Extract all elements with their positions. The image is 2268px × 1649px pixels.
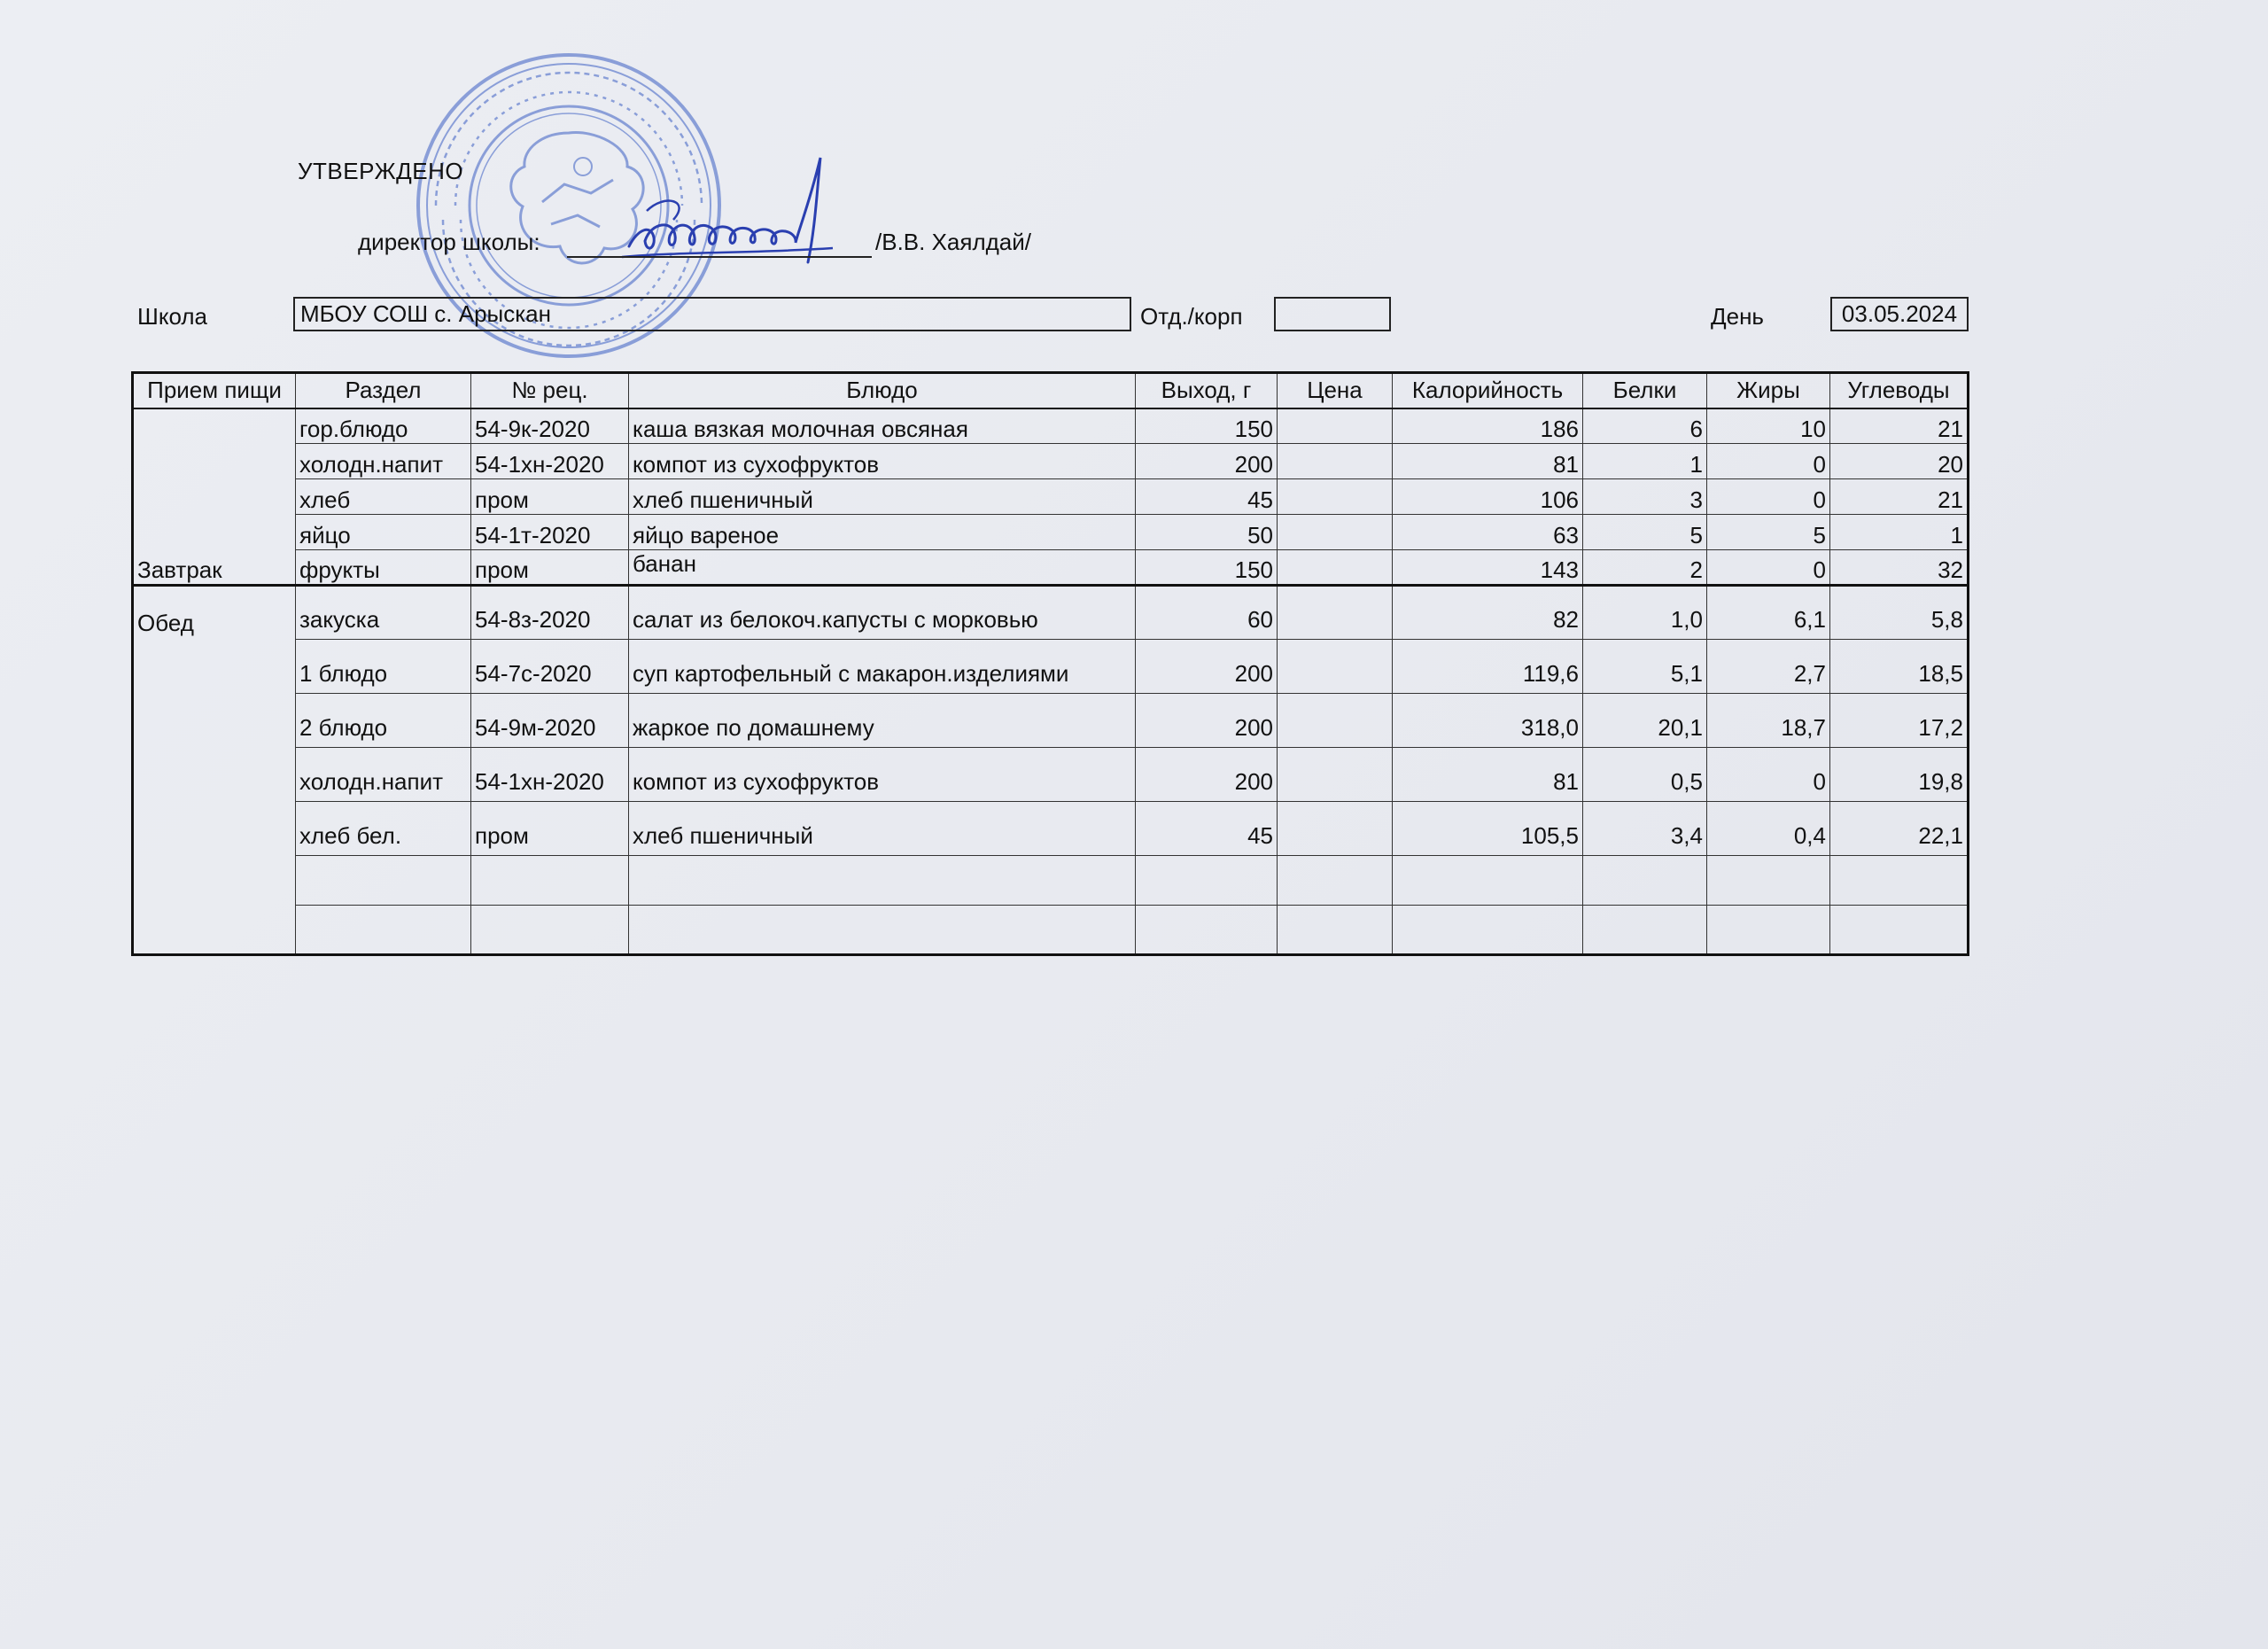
column-header: Углеводы [1830,373,1969,408]
table-cell [296,856,471,906]
table-cell: 63 [1393,515,1583,550]
table-cell: 0 [1707,748,1830,802]
table-cell: 54-1хн-2020 [471,748,629,802]
table-cell: 1 [1830,515,1969,550]
table-cell: 20,1 [1583,694,1707,748]
table-cell: 186 [1393,408,1583,444]
table-cell: 21 [1830,479,1969,515]
table-cell: 20 [1830,444,1969,479]
column-header: Жиры [1707,373,1830,408]
table-cell: 5,1 [1583,640,1707,694]
column-header: Выход, г [1136,373,1278,408]
table-cell: 5 [1707,515,1830,550]
table-cell: пром [471,550,629,586]
table-cell: 0 [1707,444,1830,479]
table-cell [1278,444,1393,479]
table-cell: 0,5 [1583,748,1707,802]
table-cell: 32 [1830,550,1969,586]
table-cell: фрукты [296,550,471,586]
table-cell: 2 блюдо [296,694,471,748]
table-cell [1278,906,1393,955]
table-cell: 6,1 [1707,586,1830,640]
column-header: Прием пищи [133,373,296,408]
table-cell [1583,906,1707,955]
table-cell: 6 [1583,408,1707,444]
table-row [133,640,1969,694]
table-cell: компот из сухофруктов [629,444,1136,479]
director-signature [611,149,913,291]
table-cell: 54-8з-2020 [471,586,629,640]
table-cell: гор.блюдо [296,408,471,444]
table-cell: 318,0 [1393,694,1583,748]
table-cell: 18,5 [1830,640,1969,694]
table-cell [1830,856,1969,906]
table-cell: 150 [1136,408,1278,444]
approved-title: УТВЕРЖДЕНО [298,158,464,184]
table-row [133,550,1969,586]
meal-cell-lunch: Обед [133,586,296,955]
table-cell: пром [471,802,629,856]
table-cell [1830,906,1969,955]
department-field [1274,297,1391,331]
table-cell [629,906,1136,955]
table-cell: 54-1хн-2020 [471,444,629,479]
table-row [133,408,1969,444]
table-cell: 2 [1583,550,1707,586]
table-cell [1136,856,1278,906]
table-cell: хлеб бел. [296,802,471,856]
table-cell [1393,906,1583,955]
table-cell: 81 [1393,444,1583,479]
table-cell: 0 [1707,550,1830,586]
table-cell: закуска [296,586,471,640]
table-cell [1393,856,1583,906]
table-cell: 54-9к-2020 [471,408,629,444]
table-cell: 45 [1136,479,1278,515]
table-cell [1278,408,1393,444]
column-header: Раздел [296,373,471,408]
table-cell: 19,8 [1830,748,1969,802]
table-cell: 50 [1136,515,1278,550]
table-cell: 1,0 [1583,586,1707,640]
table-cell: 21 [1830,408,1969,444]
table-cell: 18,7 [1707,694,1830,748]
table-cell: 1 блюдо [296,640,471,694]
table-cell: 10 [1707,408,1830,444]
table-cell: 150 [1136,550,1278,586]
table-cell [471,856,629,906]
day-field: 03.05.2024 [1830,297,1969,331]
table-cell: хлеб пшеничный [629,802,1136,856]
table-cell [1707,856,1830,906]
table-cell: компот из сухофруктов [629,748,1136,802]
table-cell [1278,802,1393,856]
signature-line [567,256,872,258]
table-cell [1278,479,1393,515]
table-cell: хлеб пшеничный [629,479,1136,515]
table-row [133,444,1969,479]
table-row [133,694,1969,748]
table-cell: 81 [1393,748,1583,802]
table-cell: 45 [1136,802,1278,856]
table-cell: жаркое по домашнему [629,694,1136,748]
column-header: № рец. [471,373,629,408]
table-cell: каша вязкая молочная овсяная [629,408,1136,444]
table-cell [471,906,629,955]
table-cell: 17,2 [1830,694,1969,748]
school-label: Школа [137,303,208,330]
table-row-empty [133,906,1969,955]
table-cell: 5,8 [1830,586,1969,640]
table-cell: яйцо [296,515,471,550]
table-cell [296,906,471,955]
column-header: Калорийность [1393,373,1583,408]
table-cell: 0 [1707,479,1830,515]
day-label: День [1711,303,1764,330]
table-cell: пром [471,479,629,515]
table-cell: 2,7 [1707,640,1830,694]
table-cell [1278,694,1393,748]
table-cell [1583,856,1707,906]
table-row [133,748,1969,802]
director-label: директор школы: [358,229,540,255]
table-cell: салат из белокоч.капусты с морковью [629,586,1136,640]
table-cell [1278,640,1393,694]
table-cell: 200 [1136,694,1278,748]
table-cell: 22,1 [1830,802,1969,856]
department-label: Отд./корп [1140,303,1243,330]
table-cell: 200 [1136,444,1278,479]
table-cell: 3 [1583,479,1707,515]
column-header: Белки [1583,373,1707,408]
table-cell: 54-7с-2020 [471,640,629,694]
column-header: Блюдо [629,373,1136,408]
table-cell: 105,5 [1393,802,1583,856]
table-row [133,479,1969,515]
table-cell: 200 [1136,748,1278,802]
school-field: МБОУ СОШ с. Арыскан [293,297,1131,331]
table-cell: хлеб [296,479,471,515]
table-cell [1278,748,1393,802]
director-name: /В.В. Хаялдай/ [875,229,1032,255]
table-cell [629,856,1136,906]
table-cell [1278,586,1393,640]
table-cell: яйцо вареное [629,515,1136,550]
table-cell: суп картофельный с макарон.изделиями [629,640,1136,694]
table-cell: 3,4 [1583,802,1707,856]
menu-table [131,371,1969,956]
table-cell: 5 [1583,515,1707,550]
table-row [133,515,1969,550]
table-row [133,586,1969,640]
table-cell [1278,550,1393,586]
table-cell: холодн.напит [296,444,471,479]
meal-cell-breakfast: Завтрак [133,408,296,586]
table-cell: 200 [1136,640,1278,694]
table-cell: 60 [1136,586,1278,640]
table-cell [1707,906,1830,955]
column-header: Цена [1278,373,1393,408]
table-row-empty [133,856,1969,906]
table-cell: 119,6 [1393,640,1583,694]
table-cell: 82 [1393,586,1583,640]
table-cell [1278,856,1393,906]
table-cell: 106 [1393,479,1583,515]
table-cell: 54-1т-2020 [471,515,629,550]
table-row [133,802,1969,856]
table-cell: 143 [1393,550,1583,586]
table-cell [1136,906,1278,955]
table-header-row [133,373,1969,408]
table-cell: 0,4 [1707,802,1830,856]
table-cell: холодн.напит [296,748,471,802]
table-cell [1278,515,1393,550]
table-cell: 54-9м-2020 [471,694,629,748]
table-cell: банан [629,550,1136,586]
table-cell: 1 [1583,444,1707,479]
